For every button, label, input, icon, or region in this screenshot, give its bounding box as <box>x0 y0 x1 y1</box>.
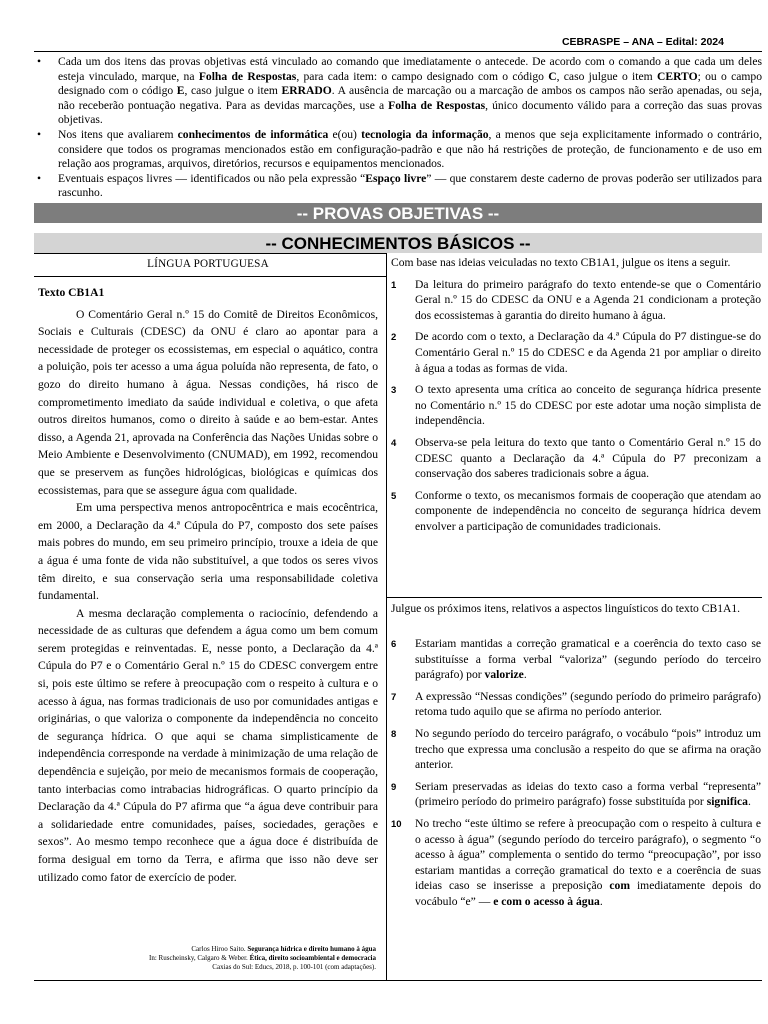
question-number: 4 <box>391 437 397 449</box>
questions-intro-2: Julgue os próximos itens, relativos a aspectos linguísticos do texto CB1A1. <box>391 602 741 615</box>
question-number: 2 <box>391 332 397 344</box>
section-band-provas-objetivas: -- PROVAS OBJETIVAS -- <box>34 203 762 223</box>
questions-block-2 <box>391 636 761 916</box>
citation-title: Segurança hídrica e direito humano à água <box>247 945 376 953</box>
question-item <box>391 382 761 429</box>
question-item <box>391 435 761 482</box>
question-text: De acordo com o texto, a Declaração da 4.ª Cúpula do P7 distingue-se do Comentário Geral n.º 15 do CDESC e da Agenda 21 por ampliar o direito à água a todas as formas de vida. <box>415 330 761 375</box>
question-number: 3 <box>391 385 397 397</box>
question-item <box>391 779 761 810</box>
question-text: Da leitura do primeiro parágrafo do texto entende-se que o Comentário Geral n.º 15 do CDESC da ONU e a Agenda 21 condicionam a proteção dos ecossistemas à garantia do direito humano à água. <box>415 277 761 322</box>
question-number: 8 <box>391 728 397 740</box>
header-rule <box>34 51 762 52</box>
citation-book-title: Ética, direito socioambiental e democracia <box>249 953 376 962</box>
instruction-item: • Nos itens que avaliarem conhecimentos de informática e(ou) tecnologia da informação, a menos que seja explicitamente informado o contrário, considere que todos os programas mencionados estão em configuração-padrão e que não há restrições de proteção, de funcionamento e de uso em relação aos programas, arquivos, diretórios, recursos e equipamentos mencionados. <box>34 128 762 172</box>
question-number: 5 <box>391 490 397 502</box>
text-paragraph: O Comentário Geral n.º 15 do Comitê de Direitos Econômicos, Sociais e Culturais (CDESC) da ONU é claro ao apontar para a necessidade de proteger os ecossistemas, em especial o aquático, contra a poluição, pois ter acesso a uma água poluída não representa, de fato, o gozo do direito humano à água. Nessas condições, há risco de comprometimento imediato da saúde individual e coletiva, o que afeta outros direitos humanos, como o direito à saúde e ao bem-estar. Antes disso, a Agenda 21, aprovada na Conferência das Nações Unidas sobre o Meio Ambiente e Desenvolvimento (CNUMAD), em 1992, recomendou que se preservem as funções hidrológicas, biológicas e químicas dos ecossistemas, para que se assegure água com qualidade. <box>38 307 378 497</box>
question-number: 1 <box>391 279 397 291</box>
page-header: CEBRASPE – ANA – Edital: 2024 <box>561 36 724 48</box>
reading-text-column <box>38 256 378 886</box>
question-text: O texto apresenta uma crítica ao conceito de segurança hídrica presente no Comentário n.º 15 do CDESC por este adotar uma noção simplista de independência. <box>415 383 761 428</box>
citation-book-authors: In: Ruscheinsky, Calgaro & Weber. <box>149 953 250 962</box>
question-item <box>391 816 761 910</box>
question-item <box>391 329 761 376</box>
instruction-item: • Cada um dos itens das provas objetivas está vinculado ao comando que imediatamente o antecede. De acordo com o comando a que cada um deles esteja vinculado, marque, na Folha de Respostas, para cada item: o campo designado com o código C, caso julgue o item CERTO; ou o campo designado com o código E, caso julgue o item ERRADO. A ausência de marcação ou a marcação de ambos os campos não serão apenadas, ou seja, não receberão pontuação negativa. Para as devidas marcações, use a Folha de Respostas, único documento válido para a correção das suas provas objetivas. <box>34 55 762 128</box>
citation-author: Carlos Hiroo Saito. <box>191 945 248 953</box>
question-text: No trecho “este último se refere à preocupação com o respeito à cultura e o acesso à água” (segundo período do terceiro parágrafo), o segmento “o acesso à água” complementa o sentido do termo “preocupação”, por isso estariam mantidas a correção gramatical do texto e a coerência de suas ideias caso se inserisse a preposição com imediatamente depois do vocábulo “e” — e com o acesso à água. <box>415 816 761 908</box>
question-number: 7 <box>391 691 397 703</box>
question-number: 9 <box>391 781 397 793</box>
questions-block-1 <box>391 255 761 541</box>
text-title: Texto CB1A1 <box>38 286 105 299</box>
bottom-rule <box>34 980 762 981</box>
column-divider <box>386 253 387 980</box>
question-text: Seriam preservadas as ideias do texto caso a forma verbal “representa” (primeiro período do primeiro parágrafo) fosse substituída por significa. <box>415 779 761 809</box>
question-text: Estariam mantidas a correção gramatical e a coerência do texto caso se substituísse a forma verbal “valoriza” (segundo período do terceiro parágrafo) por valorize. <box>415 637 761 682</box>
question-item <box>391 689 761 720</box>
question-number: 6 <box>391 639 397 650</box>
question-item <box>391 277 761 324</box>
instructions-list <box>34 55 762 201</box>
question-text: Observa-se pela leitura do texto que tanto o Comentário Geral n.º 15 do CDESC quanto a Declaração da 4.ª Cúpula do P7 preconizam a conservação dos saberes tradicionais sobre a água. <box>415 435 761 481</box>
source-citation <box>38 945 376 971</box>
divider <box>386 597 762 598</box>
question-text: No segundo período do terceiro parágrafo, o vocábulo “pois” introduz um trecho que expressa uma conclusão a respeito do que se afirma na oração anterior. <box>415 726 761 772</box>
question-number: 10 <box>391 818 402 830</box>
instruction-item: • Eventuais espaços livres — identificados ou não pela expressão “Espaço livre” — que constarem deste caderno de provas poderão ser utilizados para rascunho. <box>34 172 762 201</box>
questions-intro: Com base nas ideias veiculadas no texto CB1A1, julgue os itens a seguir. <box>391 256 731 269</box>
text-paragraph: Em uma perspectiva menos antropocêntrica e mais ecocêntrica, em 2000, a Declaração da 4.ª Cúpula do P7, composto dos sete países mais pobres do mundo, em seu primeiro princípio, trouxe a ideia de que a água é uma fonte de vida não substituível, a que todos os seres vivos têm direito, e sua conservação seria uma responsabilidade coletiva fundamental. <box>38 501 378 603</box>
question-item <box>391 726 761 773</box>
section-title: LÍNGUA PORTUGUESA <box>147 258 269 270</box>
divider <box>34 253 386 254</box>
text-paragraph: A mesma declaração complementa o raciocínio, defendendo a necessidade de as culturas que defendem a água como um bem comum serem protegidas e reinventadas. E, nesse ponto, a Declaração da 4.ª Cúpula do P7 e o Comentário Geral n.º 15 do CDESC convergem entre si, pois este último se refere à preocupação com o respeito à cultura e o acesso à água, nas formas tradicionais de uso por comunidades antigas e originárias, o que valoriza o componente da independência no conceito de segurança hídrica. O que aqui se chama simplisticamente de independência corresponde na verdade à minimização de uma relação de dependência e sujeição, por meio de mecanismos formais de cooperação, tanto interbacias como intrabacias hidrográficas. O quarto princípio da Declaração da 4.ª Cúpula do P7 afirma que “a água deve contribuir para a solidariedade entre comunidades, países, sociedades, gerações e sexos”. Ao mesmo tempo reconhece que a água doce é distribuída de forma desigual em torno da Terra, e afirma que isso não deve ser utilizado como fator de exercício de poder. <box>38 606 378 884</box>
citation-publisher: Caxias do Sul: Educs, 2018, p. 100-101 (com adaptações). <box>212 962 376 971</box>
question-item <box>391 488 761 535</box>
question-text: A expressão “Nessas condições” (segundo período do primeiro parágrafo) retoma tudo aquilo que se afirma no período anterior. <box>415 689 761 719</box>
section-band-conhecimentos-basicos: -- CONHECIMENTOS BÁSICOS -- <box>34 233 762 253</box>
question-text: Conforme o texto, os mecanismos formais de cooperação que atendam ao componente de independência no conceito de segurança hídrica devem envolver a participação de comunidades tradicionais. <box>415 488 761 533</box>
question-item <box>391 636 761 683</box>
